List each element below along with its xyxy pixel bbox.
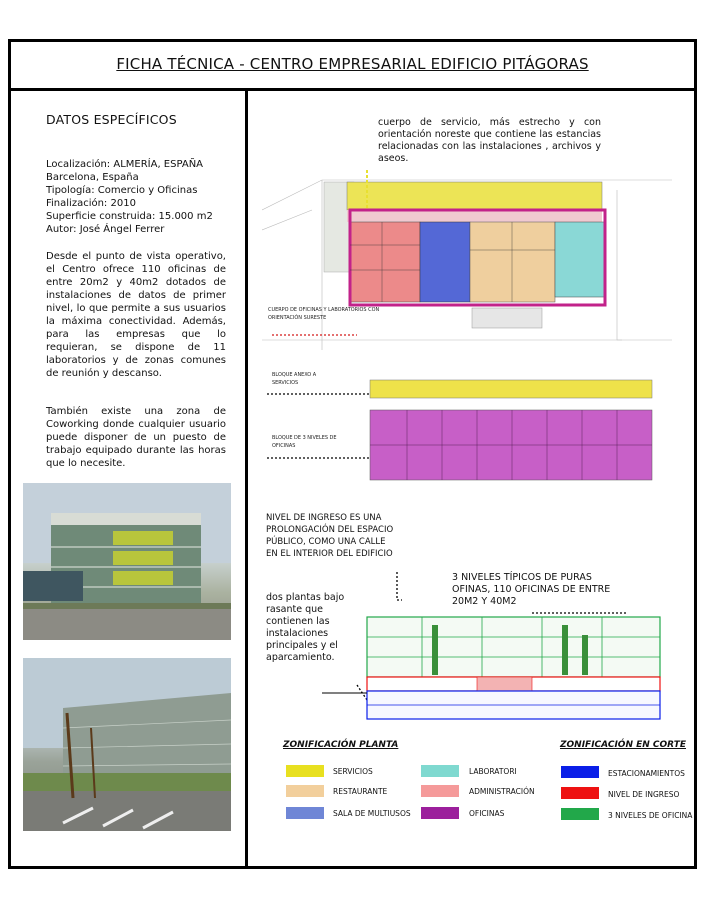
section-title: DATOS ESPECÍFICOS: [46, 112, 177, 127]
office-lab-body-label: CUERPO DE OFICINAS Y LABORATORIOS CON ORIENTACIÓN SURESTE: [268, 307, 380, 321]
legend-swatch-laboratori: [421, 765, 459, 777]
detail-author: Autor: José Ángel Ferrer: [46, 224, 165, 235]
entrance-note: NIVEL DE INGRESO ES UNA PROLONGACIÓN DEL ESPACIO PÚBLICO, COMO UNA CALLE EN EL INTERIOR DEL EDIFICIO: [266, 513, 394, 559]
detail-location: Localización: ALMERÍA, ESPAÑA: [46, 159, 204, 170]
detail-city: Barcelona, España: [46, 172, 139, 183]
legend-swatch-oficinas: [421, 807, 459, 819]
legend-swatch-nivel-ingreso: [561, 787, 599, 799]
legend-label-estacionamientos: ESTACIONAMIENTOS: [608, 769, 685, 778]
detail-typology: Tipología: Comercio y Oficinas: [46, 185, 198, 196]
building-photo-front: [23, 483, 231, 640]
service-body-note: cuerpo de servicio, más estrecho y con orientación noreste que contiene las estancias relacionadas con las instalaciones , archivos y aseos.: [378, 117, 601, 164]
title-bar: [8, 39, 697, 91]
ground-floor-plan: [262, 170, 672, 355]
legend-swatch-niveles-oficina: [561, 808, 599, 820]
plan-legend-title: ZONIFICACIÓN PLANTA: [283, 740, 399, 750]
page-title: FICHA TÉCNICA - CENTRO EMPRESARIAL EDIFICIO PITÁGORAS: [116, 54, 589, 73]
office-block-label: BLOQUE DE 3 NIVELES DE OFICINAS: [272, 435, 337, 449]
legend-swatch-servicios: [286, 765, 324, 777]
legend-swatch-restaurante: [286, 785, 324, 797]
legend-label-restaurante: RESTAURANTE: [333, 787, 388, 796]
legend-label-oficinas: OFICINAS: [469, 809, 505, 818]
detail-area: Superficie construida: 15.000 m2: [46, 211, 213, 222]
detail-completion: Finalización: 2010: [46, 198, 136, 209]
legend-swatch-estacionamientos: [561, 766, 599, 778]
section-legend-title: ZONIFICACIÓN EN CORTE: [560, 740, 686, 750]
legend-label-niveles-oficina: 3 NIVELES DE OFICINA: [608, 811, 693, 820]
project-details: [46, 158, 226, 236]
legend-label-servicios: SERVICIOS: [333, 767, 373, 776]
service-annex-label: BLOQUE ANEXO A SERVICIOS: [272, 372, 317, 386]
column-divider: [245, 91, 248, 869]
building-section: [262, 565, 682, 725]
legend-swatch-multiusos: [286, 807, 324, 819]
description-paragraph: Desde el punto de vista operativo, el Centro ofrece 110 oficinas de entre 20m2 y 40m2 dotados de instalaciones de datos de primer nivel, lo que permite a sus usuarios la máxima conectividad. Además, para las empresas que lo requieran, se dispone de 11 laboratorios y de zonas comunes de reunión y descanso.: [46, 251, 226, 379]
legend-label-laboratori: LABORATORI: [469, 767, 517, 776]
basement-note: dos plantas bajo rasante que contienen las instalaciones principales y el aparcamiento.: [266, 592, 345, 663]
legend-label-nivel-ingreso: NIVEL DE INGRESO: [608, 790, 680, 799]
legend-label-multiusos: SALA DE MULTIUSOS: [333, 809, 411, 818]
building-photo-street: [23, 658, 231, 831]
legend-label-administracion: ADMINISTRACIÓN: [469, 787, 535, 796]
legend-swatch-administracion: [421, 785, 459, 797]
typical-levels-note: 3 NIVELES TÍPICOS DE PURAS OFINAS, 110 OFICINAS DE ENTRE 20M2 Y 40M2: [452, 572, 611, 607]
coworking-paragraph: También existe una zona de Coworking donde cualquier usuario puede disponer de un puesto de trabajo equipado durante las horas que lo necesite.: [46, 406, 226, 469]
